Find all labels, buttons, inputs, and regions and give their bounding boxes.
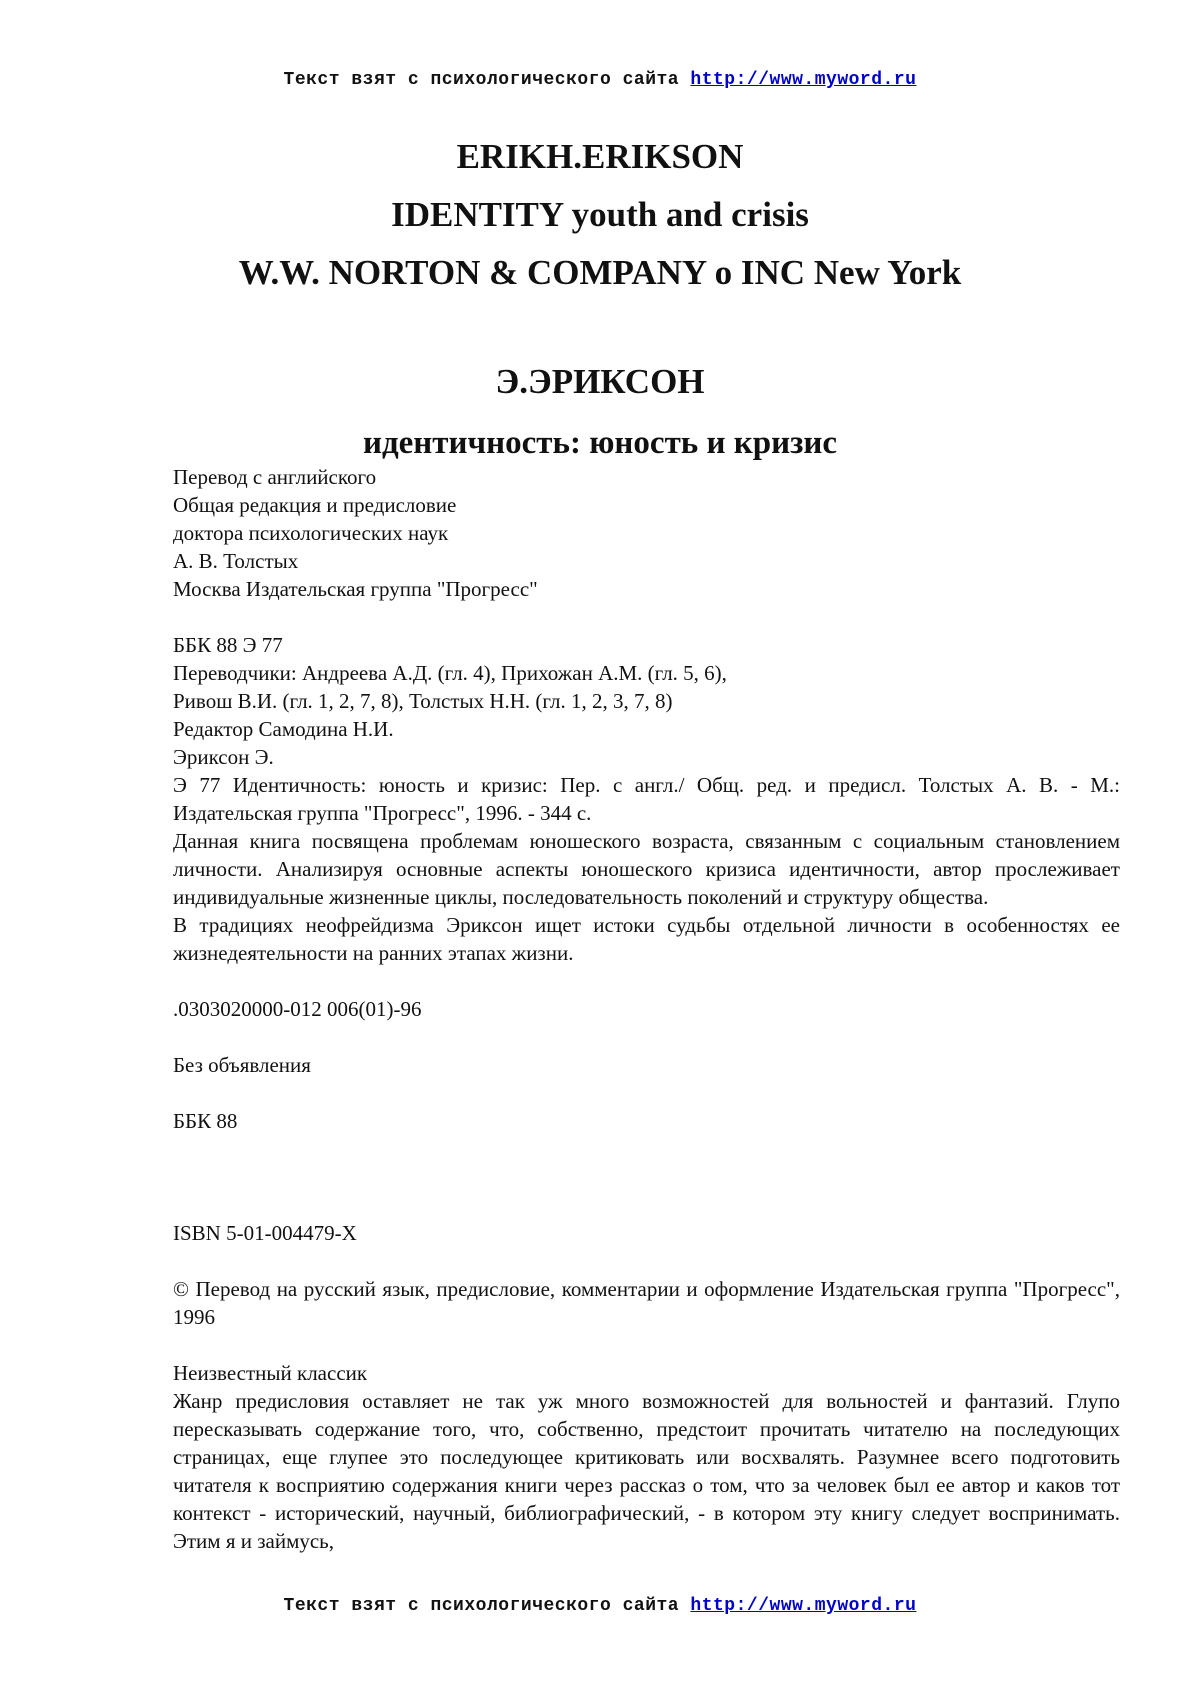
site-link[interactable]: http://www.myword.ru xyxy=(690,70,917,90)
site-banner-text: Текст взят с психологического сайта xyxy=(283,70,680,90)
imprint-line: Москва Издательская группа "Прогресс" xyxy=(173,577,538,601)
no-ads-note: Без объявления xyxy=(173,1053,311,1077)
imprint-line: Перевод с английского xyxy=(173,465,377,489)
russian-author: Э.ЭРИКСОН xyxy=(495,362,705,401)
body-text xyxy=(173,463,1120,1555)
original-title: IDENTITY youth and crisis xyxy=(391,195,809,234)
credits-line: Эриксон Э. xyxy=(173,745,274,769)
original-title-block xyxy=(0,128,1200,302)
preface-paragraph: Жанр предисловия оставляет не так уж много возможностей для вольностей и фантазий. Глупо пересказывать содержание того, что, собственно, предстоит прочитать читателю на последующих страницах, еще глупее это последующее критиковать или восхвалять. Разумнее всего подготовить читателя к восприятию содержания книги через рассказ о том, что за человек был ее автор и каков тот контекст - исторический, научный, библиографический, - в котором эту книгу следует воспринимать. Этим я и займусь, xyxy=(173,1389,1120,1553)
original-author: ERIKH.ERIKSON xyxy=(456,137,744,176)
site-banner-text: Текст взят с психологического сайта xyxy=(283,1596,680,1616)
annotation-paragraph: Данная книга посвящена проблемам юношеского возраста, связанным с социальным становлением личности. Анализируя основные аспекты юношеского кризиса идентичности, автор прослеживает индивидуальные жизненные циклы, последовательность поколений и структуру общества. xyxy=(173,829,1120,909)
bbk-code: ББК 88 xyxy=(173,1109,238,1133)
catalog-entry: Э 77 Идентичность: юность и кризис: Пер. с англ./ Общ. ред. и предисл. Толстых А. В. - М.: Издательская группа "Прогресс", 1996. - 344 с. xyxy=(173,773,1120,825)
imprint-line: доктора психологических наук xyxy=(173,521,449,545)
credits-line: Ривош В.И. (гл. 1, 2, 7, 8), Толстых Н.Н. (гл. 1, 2, 3, 7, 8) xyxy=(173,689,673,713)
copyright-notice: © Перевод на русский язык, предисловие, комментарии и оформление Издательская группа "Прогресс", 1996 xyxy=(173,1277,1120,1329)
site-banner-top xyxy=(0,70,1200,90)
credits-line: Редактор Самодина Н.И. xyxy=(173,717,394,741)
site-link[interactable]: http://www.myword.ru xyxy=(690,1596,917,1616)
index-code: .0303020000-012 006(01)-96 xyxy=(173,997,422,1021)
annotation-paragraph: В традициях неофрейдизма Эриксон ищет истоки судьбы отдельной личности в особенностях ее жизнедеятельности на ранних этапах жизни. xyxy=(173,913,1120,965)
isbn: ISBN 5-01-004479-X xyxy=(173,1221,357,1245)
imprint-line: Общая редакция и предисловие xyxy=(173,493,457,517)
russian-title: идентичность: юность и кризис xyxy=(362,425,838,461)
site-banner-bottom xyxy=(0,1596,1200,1616)
preface-heading: Неизвестный классик xyxy=(173,1361,368,1385)
credits-line: Переводчики: Андреева А.Д. (гл. 4), Прихожан А.М. (гл. 5, 6), xyxy=(173,661,727,685)
imprint-line: А. В. Толстых xyxy=(173,549,299,573)
bbk-code: ББК 88 Э 77 xyxy=(173,633,283,657)
original-publisher: W.W. NORTON & COMPANY o INC New York xyxy=(238,253,962,292)
